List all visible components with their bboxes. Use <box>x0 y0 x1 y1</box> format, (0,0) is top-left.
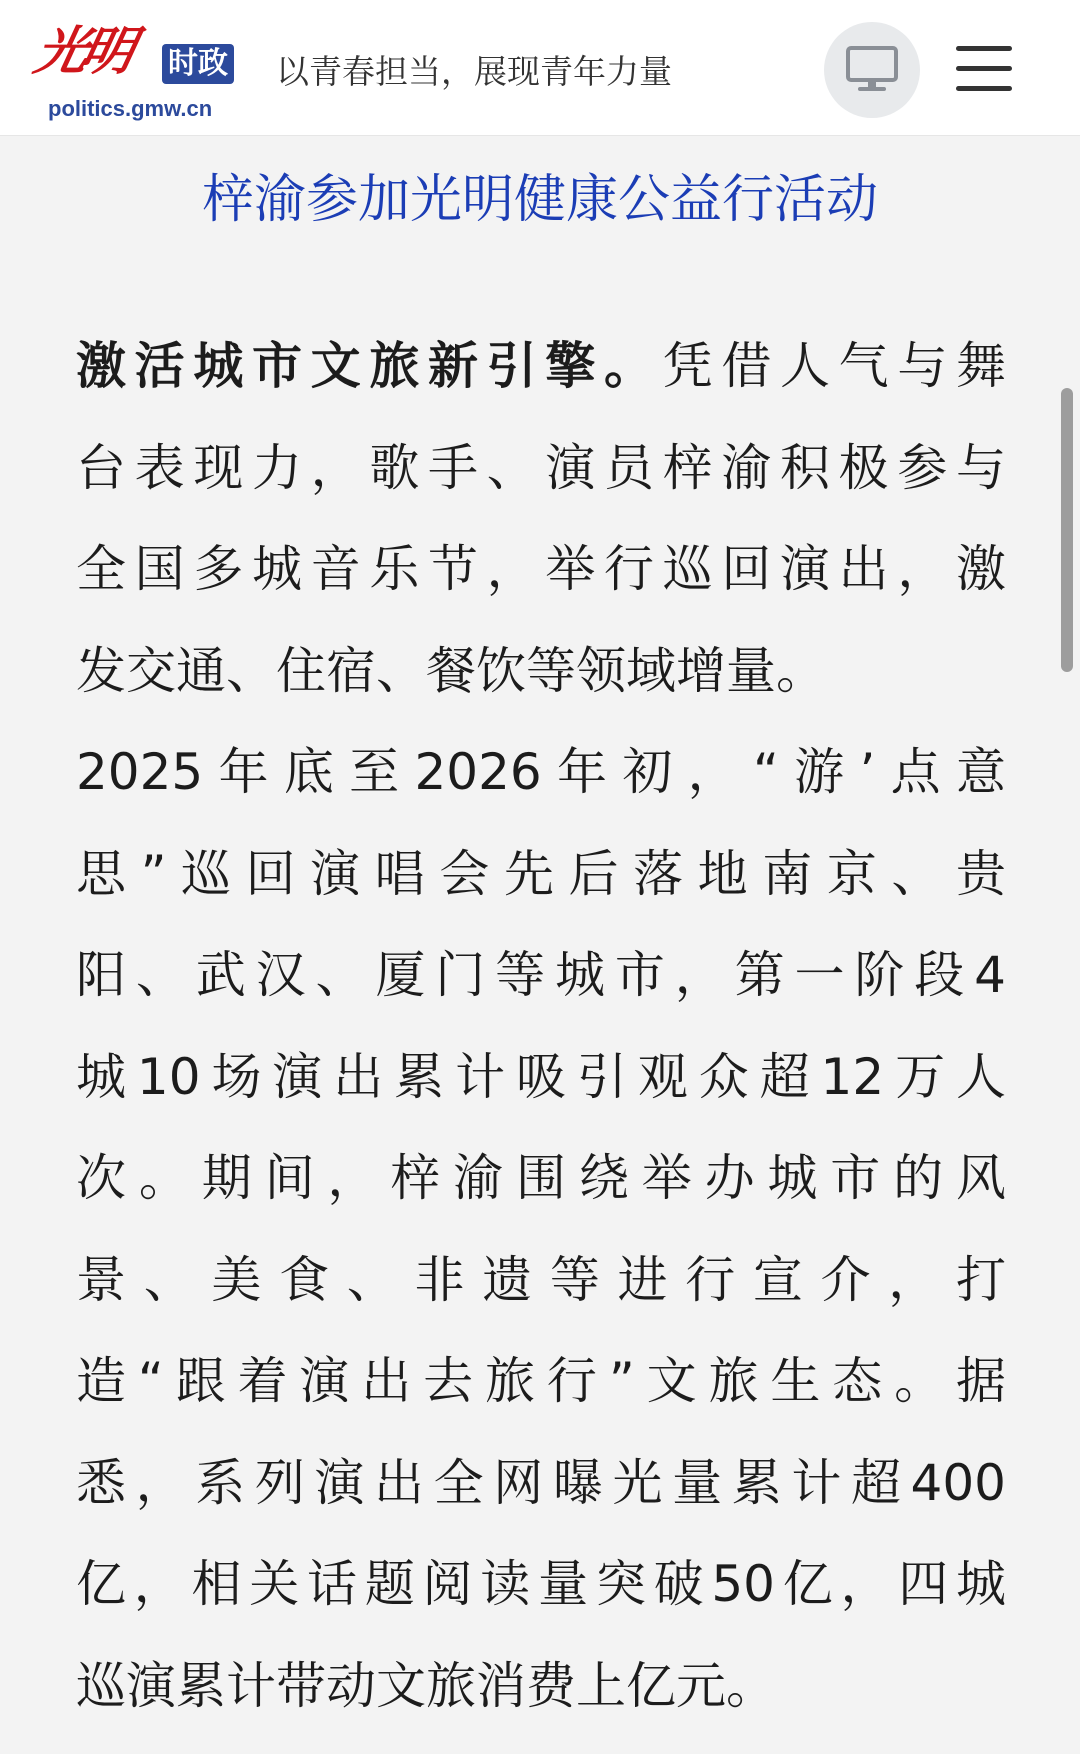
header-slogan: 以青春担当，展现青年力量 <box>276 52 672 91</box>
lead-sentence: 激活城市文旅新引擎。 <box>76 337 663 395</box>
body-line: 台表现力，歌手、演员梓渝积极参与 <box>76 438 1006 497</box>
body-line: 发交通、住宿、餐饮等领域增量。 <box>76 641 826 700</box>
body-text: 凭借人气与舞 <box>662 337 1006 395</box>
menu-bar <box>956 66 1012 71</box>
article-body <box>76 316 1006 1737</box>
body-line: 次。期间，梓渝围绕举办城市的风 <box>76 1149 1006 1207</box>
logo-wordmark: 光明 <box>29 21 135 82</box>
body-line: 城10场演出累计吸引观众超12万人 <box>76 1047 1006 1106</box>
body-line: 亿，相关话题阅读量突破50亿，四城 <box>76 1555 1006 1613</box>
logo-url: politics.gmw.cn <box>48 96 213 121</box>
page-scrollbar[interactable] <box>1061 388 1073 672</box>
site-logo[interactable] <box>29 21 256 126</box>
body-line: 全国多城音乐节，举行巡回演出，激 <box>76 540 1006 598</box>
body-line: 巡演累计带动文旅消费上亿元。 <box>76 1656 776 1715</box>
body-line: 思”巡回演唱会先后落地南京、贵 <box>76 844 1006 903</box>
monitor-icon <box>846 46 898 94</box>
body-line: 造“跟着演出去旅行”文旅生态。据 <box>76 1352 1006 1410</box>
menu-bar <box>956 46 1012 51</box>
body-line: 悉，系列演出全网曝光量累计超400 <box>76 1453 1006 1512</box>
body-line: 景、美食、非遗等进行宣介，打 <box>76 1250 1006 1309</box>
body-line <box>76 316 1006 418</box>
menu-bar <box>956 86 1012 91</box>
desktop-version-button[interactable] <box>824 22 920 118</box>
article-title: 梓渝参加光明健康公益行活动 <box>201 170 878 230</box>
site-header <box>0 0 1080 136</box>
hamburger-menu-icon[interactable] <box>956 42 1014 94</box>
body-line: 阳、武汉、厦门等城市，第一阶段4 <box>76 946 1006 1004</box>
logo-section-badge: 时政 <box>162 44 234 84</box>
body-line: 2025年底至2026年初，“游’点意 <box>76 743 1006 801</box>
